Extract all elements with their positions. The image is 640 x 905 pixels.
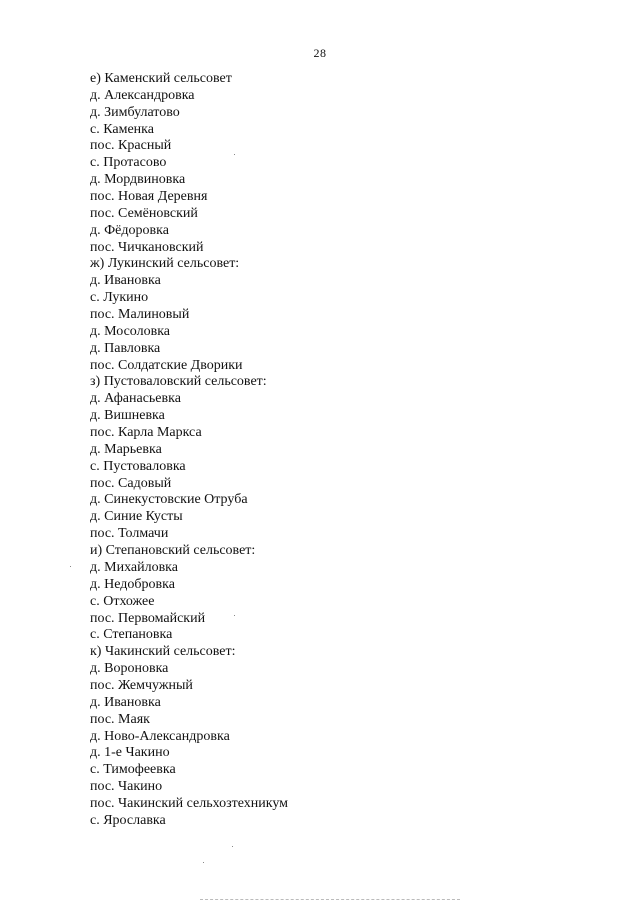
list-item: с. Степановка (90, 627, 173, 643)
list-item: пос. Чакинский сельхозтехникум (90, 795, 289, 811)
page-number: 28 (313, 46, 327, 60)
list-item: к) Чакинский сельсовет: (90, 644, 236, 660)
scan-edge-line (200, 899, 460, 901)
list-item: пос. Садовый (90, 475, 172, 491)
scan-speck (234, 615, 235, 616)
list-item: з) Пустоваловский сельсовет: (90, 374, 267, 390)
list-item: д. Мордвиновка (90, 172, 186, 188)
list-item: с. Протасово (90, 155, 167, 171)
list-item: д. Недобровка (90, 576, 175, 592)
list-item: пос. Первомайский (90, 610, 206, 626)
list-item: д. Александровка (90, 87, 195, 103)
list-item: д. 1-е Чакино (90, 745, 170, 761)
settlement-list (90, 71, 288, 830)
list-item: д. Ново-Александровка (90, 728, 230, 744)
list-item: пос. Семёновский (90, 205, 198, 221)
list-item: с. Тимофеевка (90, 762, 176, 778)
list-item: д. Синекустовские Отруба (90, 492, 248, 508)
list-item: пос. Малиновый (90, 307, 190, 323)
scan-speck (203, 862, 204, 863)
list-item: д. Афанасьевка (90, 391, 181, 407)
list-item: с. Ярославка (90, 812, 166, 828)
list-item: пос. Чичкановский (90, 239, 204, 255)
list-item: пос. Красный (90, 138, 172, 154)
list-item: с. Каменка (90, 121, 154, 137)
list-item: д. Ивановка (90, 694, 161, 710)
list-item: д. Зимбулатово (90, 104, 180, 120)
list-item: д. Павловка (90, 340, 161, 356)
list-item: пос. Толмачи (90, 526, 169, 542)
scan-speck (232, 846, 233, 847)
list-item: д. Ивановка (90, 273, 161, 289)
list-item: д. Вишневка (90, 408, 165, 424)
scan-speck (70, 566, 71, 567)
list-item: д. Михайловка (90, 559, 178, 575)
list-item: пос. Карла Маркса (90, 425, 202, 441)
list-item: е) Каменский сельсовет (90, 71, 232, 86)
list-item: с. Пустоваловка (90, 458, 186, 474)
list-item: д. Синие Кусты (90, 509, 183, 525)
list-item: пос. Чакино (90, 779, 163, 795)
scan-speck (234, 154, 235, 155)
list-item: д. Вороновка (90, 661, 169, 677)
list-item: д. Марьевка (90, 441, 162, 457)
list-item: пос. Солдатские Дворики (90, 357, 243, 373)
list-item: д. Мосоловка (90, 323, 171, 339)
list-item: с. Отхожее (90, 593, 155, 609)
list-item: с. Лукино (90, 290, 149, 306)
list-item: ж) Лукинский сельсовет: (90, 256, 240, 272)
list-item: пос. Маяк (90, 711, 150, 727)
list-item: пос. Новая Деревня (90, 189, 208, 205)
list-item: и) Степановский сельсовет: (90, 543, 256, 559)
list-item: пос. Жемчужный (90, 677, 193, 693)
list-item: д. Фёдоровка (90, 222, 169, 238)
